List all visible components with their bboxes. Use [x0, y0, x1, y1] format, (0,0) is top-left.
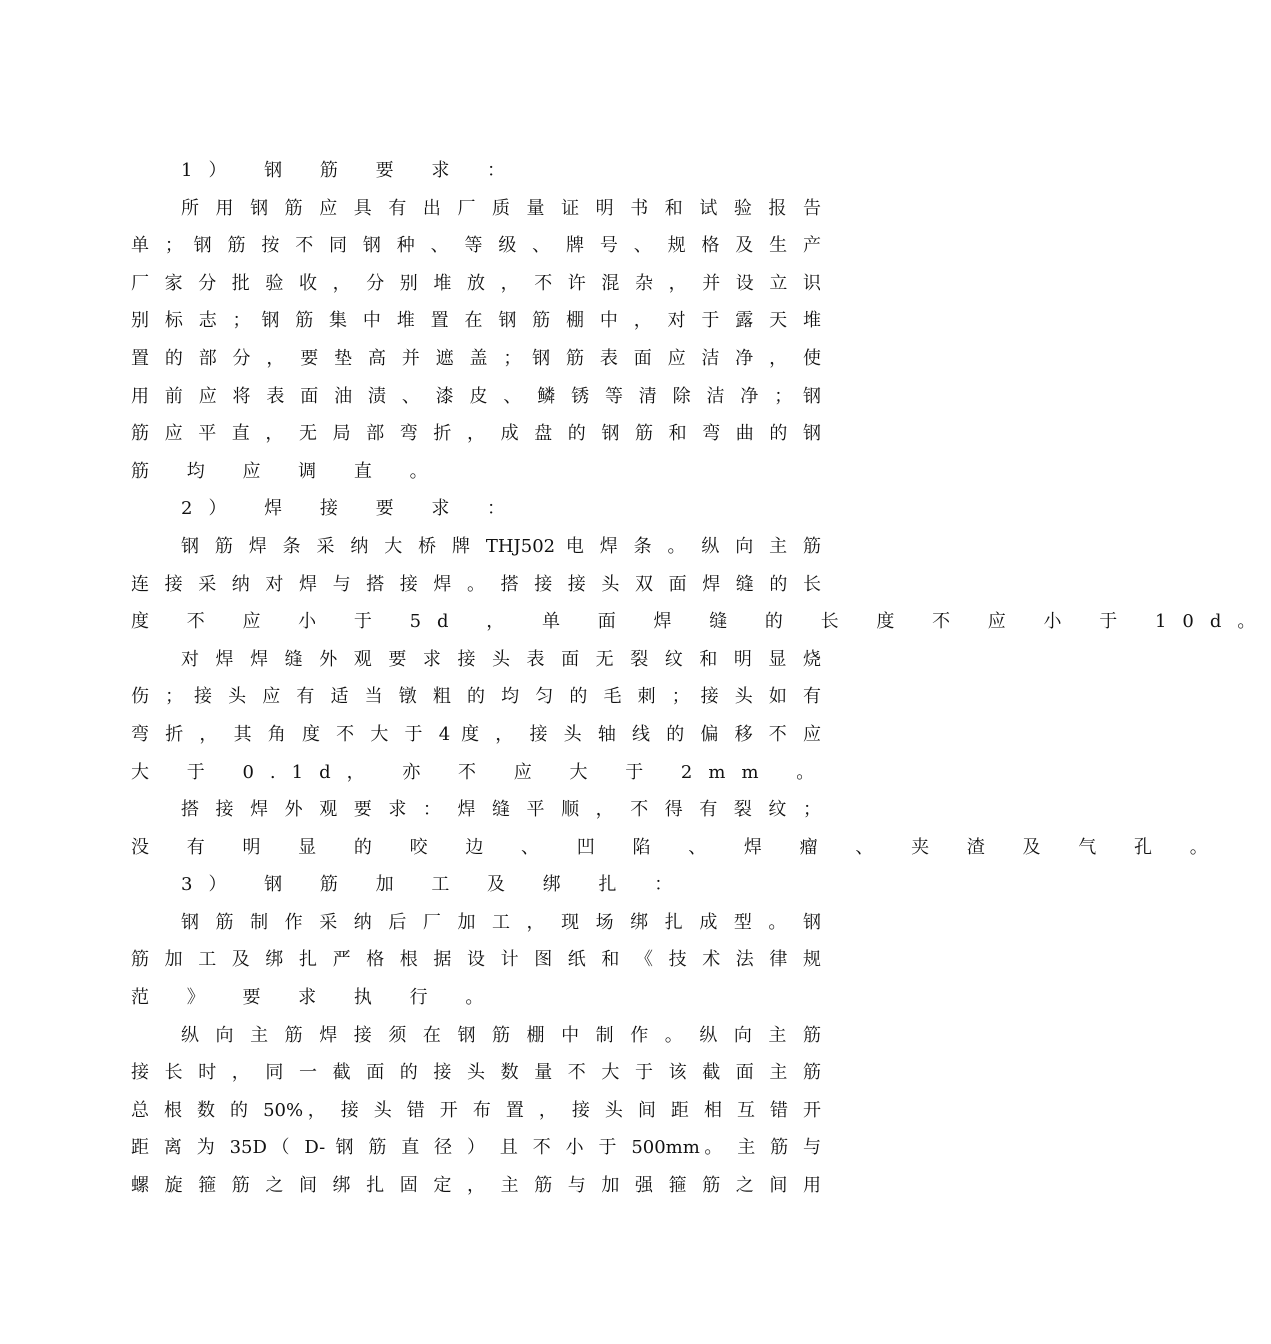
- paragraph-line: 单 ； 钢 筋 按 不 同 钢 种 、 等 级 、 牌 号 、 规 格 及 生 产: [131, 235, 821, 257]
- paragraph-line: 钢 筋 制 作 采 纳 后 厂 加 工 ， 现 场 绑 扎 成 型 。 钢: [181, 911, 821, 933]
- paragraph-line: 弯 折 ， 其 角 度 不 大 于 4 度 ， 接 头 轴 线 的 偏 移 不 应: [131, 723, 821, 745]
- paragraph-line: 接 长 时 ， 同 一 截 面 的 接 头 数 量 不 大 于 该 截 面 主 筋: [131, 1062, 821, 1084]
- paragraph-line: 别 标 志 ； 钢 筋 集 中 堆 置 在 钢 筋 棚 中 ， 对 于 露 天 堆: [131, 310, 821, 332]
- paragraph-line: 钢 筋 焊 条 采 纳 大 桥 牌 THJ502 电 焊 条 。 纵 向 主 筋: [181, 535, 821, 557]
- paragraph-line: 大 于 0.1d， 亦 不 应 大 于 2mm 。: [131, 761, 831, 783]
- paragraph-line: 置 的 部 分 ， 要 垫 高 并 遮 盖 ； 钢 筋 表 面 应 洁 净 ， 使: [131, 347, 821, 369]
- paragraph-line: 筋 加 工 及 绑 扎 严 格 根 据 设 计 图 纸 和 《 技 术 法 律 规: [131, 949, 821, 971]
- paragraph-line: 所 用 钢 筋 应 具 有 出 厂 质 量 证 明 书 和 试 验 报 告: [181, 197, 821, 219]
- paragraph-line: 纵 向 主 筋 焊 接 须 在 钢 筋 棚 中 制 作 。 纵 向 主 筋: [181, 1024, 821, 1046]
- paragraph-line: 筋 均 应 调 直 。: [131, 460, 444, 482]
- paragraph-line: 筋 应 平 直 ， 无 局 部 弯 折 ， 成 盘 的 钢 筋 和 弯 曲 的 钢: [131, 423, 821, 445]
- section-heading-2: 2） 焊 接 要 求 ：: [181, 498, 522, 520]
- paragraph-line: 伤 ； 接 头 应 有 适 当 镦 粗 的 均 匀 的 毛 刺 ； 接 头 如 有: [131, 686, 821, 708]
- paragraph-line: 距 离 为 35D（ D- 钢 筋 直 径 ） 且 不 小 于 500mm。 主 筋 与: [131, 1137, 821, 1159]
- paragraph-line: 厂 家 分 批 验 收 ， 分 别 堆 放 ， 不 许 混 杂 ， 并 设 立 识: [131, 272, 821, 294]
- document-body: [131, 152, 1271, 1205]
- section-heading-3: 3） 钢 筋 加 工 及 绑 扎 ：: [181, 874, 689, 896]
- section-heading-1: 1） 钢 筋 要 求 ：: [181, 160, 522, 181]
- paragraph-line: 用 前 应 将 表 面 油 渍 、 漆 皮 、 鳞 锈 等 清 除 洁 净 ； 钢: [131, 385, 821, 407]
- paragraph-line: 连 接 采 纳 对 焊 与 搭 接 焊 。 搭 接 接 头 双 面 焊 缝 的 长: [131, 573, 821, 595]
- paragraph-line: 没 有 明 显 的 咬 边 、 凹 陷 、 焊 瘤 、 夹 渣 及 气 孔 。: [131, 836, 1224, 858]
- paragraph-line: 对 焊 焊 缝 外 观 要 求 接 头 表 面 无 裂 纹 和 明 显 烧: [181, 648, 821, 670]
- paragraph-line: 度 不 应 小 于 5d ， 单 面 焊 缝 的 长 度 不 应 小 于 10d。: [131, 611, 1271, 633]
- paragraph-line: 总 根 数 的 50%， 接 头 错 开 布 置 ， 接 头 间 距 相 互 错 开: [131, 1099, 821, 1121]
- paragraph-line: 范 》 要 求 执 行 。: [131, 987, 500, 1009]
- paragraph-line: 搭 接 焊 外 观 要 求 ： 焊 缝 平 顺 ， 不 得 有 裂 纹 ；: [181, 799, 821, 821]
- paragraph-line: 螺 旋 箍 筋 之 间 绑 扎 固 定 ， 主 筋 与 加 强 箍 筋 之 间 用: [131, 1175, 821, 1197]
